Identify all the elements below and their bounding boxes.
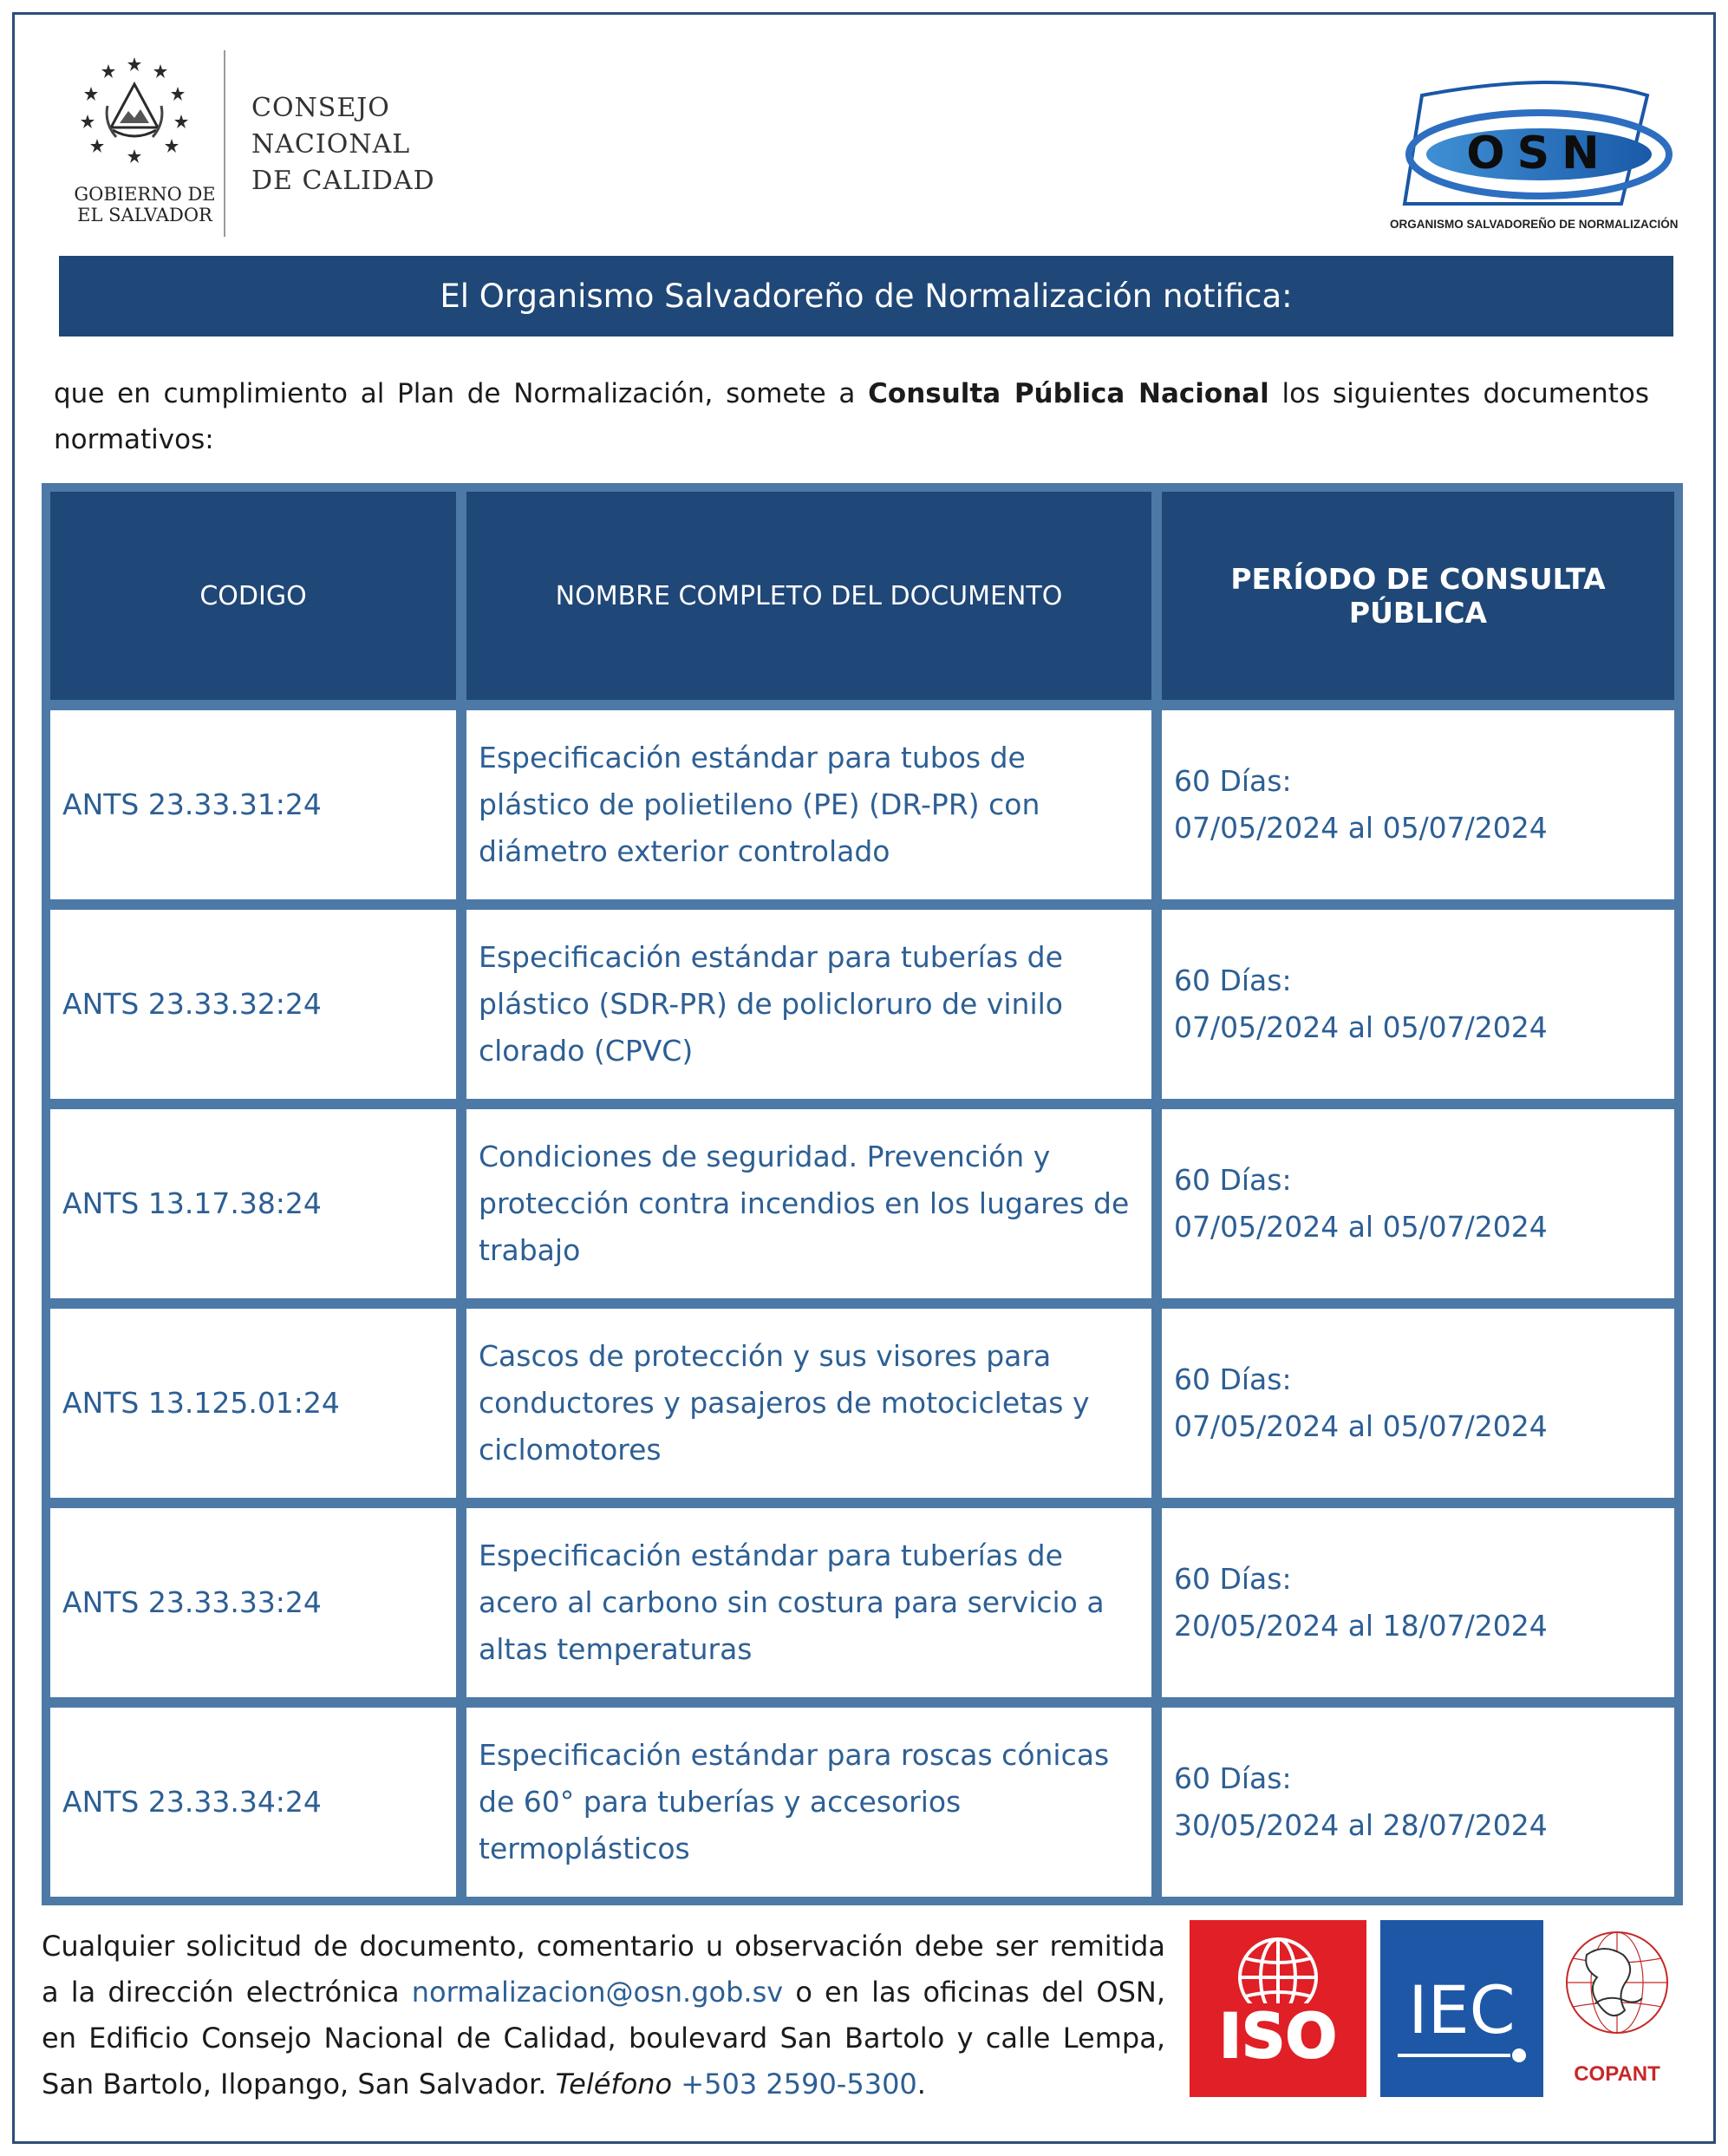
table-row xyxy=(50,910,1674,1099)
council-name: CONSEJO NACIONAL DE CALIDAD xyxy=(251,93,435,196)
consultation-period: 60 Días: 07/05/2024 al 05/07/2024 xyxy=(1162,1109,1674,1298)
header-name: NOMBRE COMPLETO DEL DOCUMENTO xyxy=(466,492,1151,700)
header-period: PERÍODO DE CONSULTA PÚBLICA xyxy=(1162,492,1674,700)
iso-globe-icon xyxy=(1190,1920,1366,2097)
copant-globe-icon xyxy=(1552,1920,1682,2097)
iec-mark-icon xyxy=(1380,1920,1543,2097)
osn-logo xyxy=(1387,78,1686,234)
table-row xyxy=(50,1309,1674,1498)
consulta-publica-emphasis: Consulta Pública Nacional xyxy=(868,378,1269,409)
iec-logo xyxy=(1380,1920,1543,2097)
intro-paragraph: que en cumplimiento al Plan de Normalización, somete a Consulta Pública Nacional los siguientes documentos normativos: xyxy=(54,378,1649,455)
notice-title: El Organismo Salvadoreño de Normalización notifica: xyxy=(440,278,1293,315)
document-code: ANTS 23.33.33:24 xyxy=(50,1508,456,1697)
document-name: Especificación estándar para tubos de plástico de polietileno (PE) (DR-PR) con diámetro exterior controlado xyxy=(466,710,1151,899)
svg-text:ISO: ISO xyxy=(1219,2001,1337,2072)
svg-text:OSN: OSN xyxy=(1466,127,1612,180)
contact-paragraph: Cualquier solicitud de documento, comentario u observación debe ser remitida a la dirección electrónica normalizacion@osn.gob.sv o en las oficinas del OSN, en Edificio Consejo Nacional de Calidad, boulevard San Bartolo y calle Lempa, San Bartolo, Ilopango, San Salvador. Teléfono +503 2590-5300. xyxy=(42,1930,1166,2100)
svg-text:COPANT: COPANT xyxy=(1574,2062,1660,2086)
phone-number: +503 2590-5300 xyxy=(672,2068,917,2100)
document-name: Especificación estándar para roscas cónicas de 60° para tuberías y accesorios termoplásticos xyxy=(466,1708,1151,1897)
svg-text:IEC: IEC xyxy=(1408,1971,1516,2048)
table-header-row xyxy=(50,492,1674,700)
documents-table xyxy=(42,483,1683,1905)
header-code: CODIGO xyxy=(50,492,456,700)
osn-subtitle: ORGANISMO SALVADOREÑO DE NORMALIZACIÓN xyxy=(1390,218,1679,231)
phone-label: Teléfono xyxy=(555,2068,673,2100)
consultation-period: 60 Días: 20/05/2024 al 18/07/2024 xyxy=(1162,1508,1674,1697)
document-code: ANTS 23.33.34:24 xyxy=(50,1708,456,1897)
government-logo-text: GOBIERNO DE EL SALVADOR xyxy=(74,184,216,225)
consultation-period: 60 Días: 07/05/2024 al 05/07/2024 xyxy=(1162,1309,1674,1498)
header-divider xyxy=(224,50,225,237)
table-row xyxy=(50,1708,1674,1897)
document-name: Cascos de protección y sus visores para conductores y pasajeros de motocicletas y ciclomotores xyxy=(466,1309,1151,1498)
government-logo xyxy=(71,54,216,240)
iso-logo xyxy=(1190,1920,1366,2097)
document-name: Condiciones de seguridad. Prevención y protección contra incendios en los lugares de trabajo xyxy=(466,1109,1151,1298)
table-row xyxy=(50,710,1674,899)
document-name: Especificación estándar para tuberías de acero al carbono sin costura para servicio a altas temperaturas xyxy=(466,1508,1151,1697)
copant-logo xyxy=(1552,1920,1682,2097)
document-code: ANTS 13.17.38:24 xyxy=(50,1109,456,1298)
table-row xyxy=(50,1508,1674,1697)
document-code: ANTS 23.33.32:24 xyxy=(50,910,456,1099)
document-name: Especificación estándar para tuberías de plástico (SDR-PR) de policloruro de vinilo clorado (CPVC) xyxy=(466,910,1151,1099)
document-code: ANTS 13.125.01:24 xyxy=(50,1309,456,1498)
notice-title-bar xyxy=(59,256,1673,336)
consultation-period: 60 Días: 07/05/2024 al 05/07/2024 xyxy=(1162,910,1674,1099)
table-row xyxy=(50,1109,1674,1298)
document-code: ANTS 23.33.31:24 xyxy=(50,710,456,899)
consultation-period: 60 Días: 07/05/2024 al 05/07/2024 xyxy=(1162,710,1674,899)
el-salvador-emblem-icon xyxy=(78,54,191,167)
consultation-period: 60 Días: 30/05/2024 al 28/07/2024 xyxy=(1162,1708,1674,1897)
contact-email-link[interactable]: normalizacion@osn.gob.sv xyxy=(411,1976,784,2009)
